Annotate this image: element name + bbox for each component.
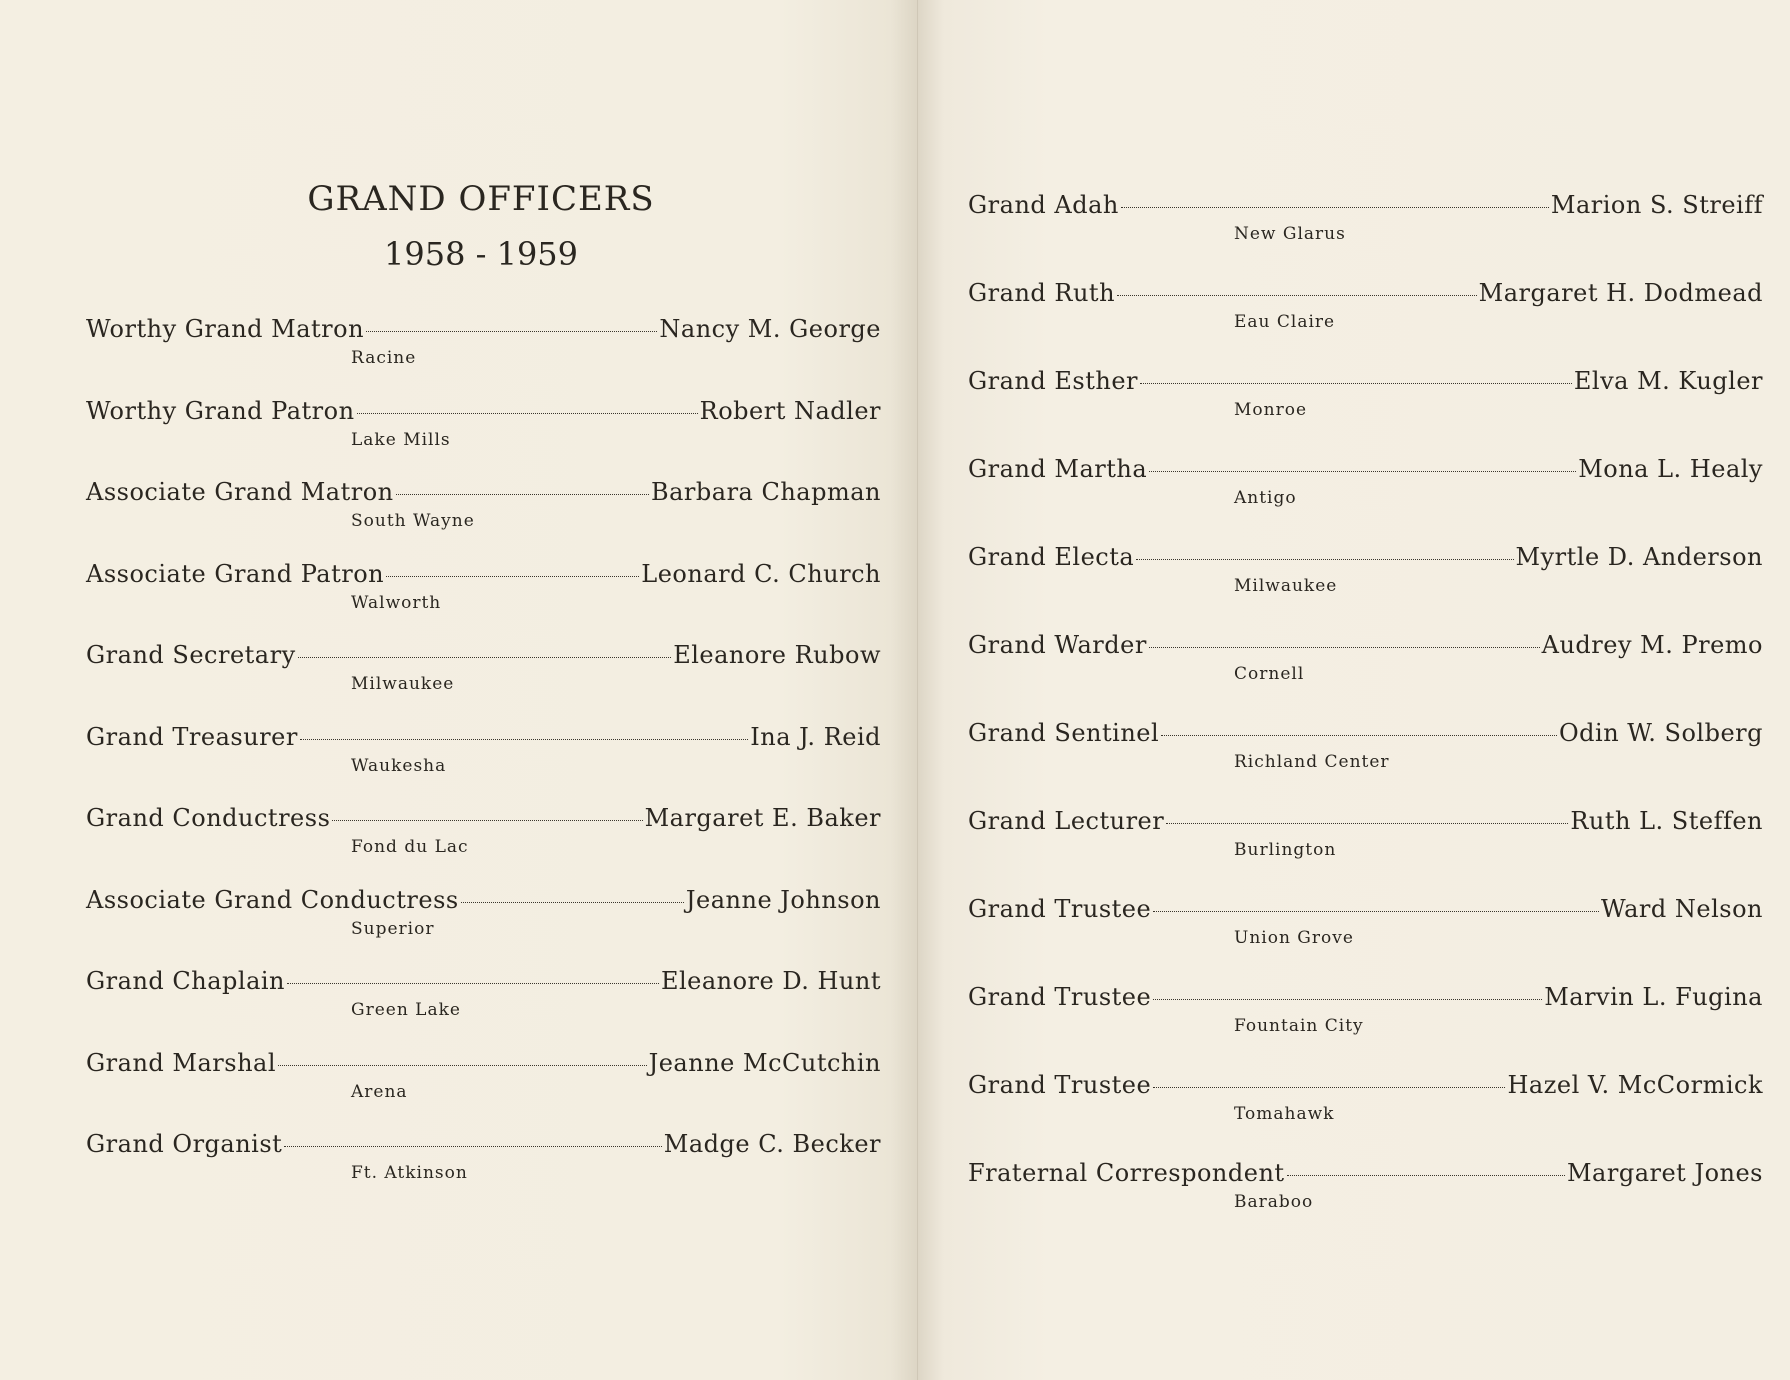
officer-entry bbox=[968, 1068, 1763, 1156]
officer-city: Ft. Atkinson bbox=[351, 1163, 468, 1183]
dot-leader bbox=[278, 1065, 647, 1066]
officer-entry bbox=[968, 188, 1763, 276]
dot-leader bbox=[1149, 647, 1540, 648]
officer-entry bbox=[968, 716, 1763, 804]
dot-leader bbox=[1121, 207, 1549, 208]
officer-entry bbox=[968, 364, 1763, 452]
officer-entry bbox=[86, 1046, 881, 1128]
officer-name: Ina J. Reid bbox=[750, 722, 881, 751]
officer-entry bbox=[86, 312, 881, 394]
office-title: Grand Warder bbox=[968, 631, 1147, 659]
office-title: Grand Conductress bbox=[86, 804, 331, 832]
dot-leader bbox=[1153, 911, 1599, 912]
officer-city: Lake Mills bbox=[351, 429, 451, 450]
officer-name: Madge C. Becker bbox=[663, 1130, 881, 1158]
officer-entry bbox=[86, 964, 881, 1046]
officer-name: Jeanne McCutchin bbox=[648, 1048, 881, 1077]
officer-entry bbox=[968, 804, 1763, 892]
dot-leader bbox=[1140, 383, 1572, 384]
dot-leader bbox=[298, 657, 672, 658]
dot-leader bbox=[357, 413, 698, 414]
office-title: Grand Trustee bbox=[968, 1071, 1152, 1099]
officer-city: Green Lake bbox=[351, 1000, 461, 1020]
dot-leader bbox=[1287, 1175, 1565, 1176]
officer-name: Eleanore Rubow bbox=[673, 641, 881, 669]
dot-leader bbox=[1166, 823, 1568, 824]
office-title: Associate Grand Conductress bbox=[86, 885, 459, 914]
office-title: Grand Ruth bbox=[968, 279, 1116, 307]
officer-city: Tomahawk bbox=[1234, 1104, 1335, 1124]
officer-name: Eleanore D. Hunt bbox=[660, 967, 881, 995]
officer-name: Ruth L. Steffen bbox=[1570, 807, 1763, 835]
office-title: Grand Adah bbox=[968, 191, 1119, 219]
officer-name: Odin W. Solberg bbox=[1559, 719, 1763, 747]
officer-city: Milwaukee bbox=[351, 674, 455, 694]
officer-city: South Wayne bbox=[351, 511, 475, 531]
dot-leader bbox=[1153, 1087, 1505, 1088]
officer-name: Elva M. Kugler bbox=[1573, 367, 1763, 395]
officer-entry bbox=[86, 801, 881, 883]
officer-city: Fountain City bbox=[1234, 1016, 1364, 1036]
officer-entry bbox=[86, 557, 881, 639]
officer-name: Marion S. Streiff bbox=[1550, 191, 1763, 219]
officer-list-left bbox=[86, 312, 881, 1209]
office-title: Grand Electa bbox=[968, 543, 1135, 571]
dot-leader bbox=[1117, 295, 1477, 296]
officer-name: Barbara Chapman bbox=[650, 478, 881, 506]
officer-entry bbox=[968, 276, 1763, 364]
office-title: Grand Chaplain bbox=[86, 967, 286, 995]
office-title: Worthy Grand Matron bbox=[86, 315, 365, 343]
office-title: Grand Treasurer bbox=[86, 722, 298, 751]
officer-city: Cornell bbox=[1234, 664, 1305, 684]
officer-city: Superior bbox=[351, 918, 435, 939]
office-title: Worthy Grand Patron bbox=[86, 396, 355, 425]
officer-name: Marvin L. Fugina bbox=[1544, 983, 1763, 1011]
officer-name: Nancy M. George bbox=[659, 315, 881, 343]
page-heading bbox=[86, 178, 876, 276]
officer-city: Baraboo bbox=[1234, 1192, 1314, 1212]
office-title: Associate Grand Patron bbox=[86, 559, 385, 588]
officer-entry bbox=[968, 628, 1763, 716]
officer-city: Fond du Lac bbox=[351, 837, 469, 857]
officer-name: Margaret E. Baker bbox=[644, 804, 881, 832]
officer-name: Myrtle D. Anderson bbox=[1515, 543, 1763, 571]
officer-entry bbox=[968, 892, 1763, 980]
officer-name: Ward Nelson bbox=[1601, 895, 1763, 923]
page-years: 1958 - 1959 bbox=[383, 235, 579, 273]
dot-leader bbox=[284, 1146, 661, 1147]
officer-entry bbox=[86, 720, 881, 802]
officer-entry bbox=[968, 980, 1763, 1068]
dot-leader bbox=[300, 739, 748, 740]
office-title: Grand Marshal bbox=[86, 1048, 277, 1077]
officer-name: Mona L. Healy bbox=[1578, 455, 1763, 483]
officer-entry bbox=[968, 1156, 1763, 1244]
officer-city: New Glarus bbox=[1234, 224, 1346, 244]
officer-city: Eau Claire bbox=[1234, 312, 1336, 332]
officer-city: Richland Center bbox=[1234, 752, 1390, 772]
office-title: Grand Secretary bbox=[86, 641, 296, 669]
officer-name: Jeanne Johnson bbox=[685, 885, 881, 914]
office-title: Fraternal Correspondent bbox=[968, 1159, 1285, 1187]
dot-leader bbox=[332, 820, 642, 821]
officer-entry bbox=[86, 883, 881, 965]
officer-city: Union Grove bbox=[1234, 928, 1354, 948]
office-title: Grand Esther bbox=[968, 367, 1139, 395]
officer-entry bbox=[86, 475, 881, 557]
officer-name: Margaret H. Dodmead bbox=[1478, 279, 1763, 307]
dot-leader bbox=[461, 902, 684, 903]
officer-list-right bbox=[968, 188, 1763, 1244]
office-title: Grand Sentinel bbox=[968, 719, 1160, 747]
dot-leader bbox=[1153, 999, 1542, 1000]
dot-leader bbox=[396, 494, 649, 495]
dot-leader bbox=[1149, 471, 1576, 472]
officer-name: Leonard C. Church bbox=[641, 559, 881, 588]
office-title: Grand Martha bbox=[968, 455, 1148, 483]
officer-entry bbox=[968, 540, 1763, 628]
officer-name: Hazel V. McCormick bbox=[1507, 1071, 1763, 1099]
right-page bbox=[918, 0, 1790, 1380]
dot-leader bbox=[366, 331, 657, 332]
dot-leader bbox=[386, 576, 639, 577]
page-title: GRAND OFFICERS bbox=[307, 179, 655, 219]
officer-entry bbox=[86, 1127, 881, 1209]
officer-entry bbox=[968, 452, 1763, 540]
office-title: Associate Grand Matron bbox=[86, 478, 394, 506]
office-title: Grand Trustee bbox=[968, 895, 1152, 923]
officer-city: Monroe bbox=[1234, 400, 1308, 420]
dot-leader bbox=[1161, 735, 1557, 736]
officer-city: Walworth bbox=[351, 592, 442, 613]
dot-leader bbox=[1136, 559, 1513, 560]
officer-city: Antigo bbox=[1234, 488, 1297, 508]
officer-city: Arena bbox=[351, 1081, 408, 1102]
office-title: Grand Organist bbox=[86, 1130, 283, 1158]
officer-city: Burlington bbox=[1234, 840, 1337, 860]
officer-name: Robert Nadler bbox=[699, 396, 881, 425]
office-title: Grand Lecturer bbox=[968, 807, 1165, 835]
officer-name: Audrey M. Premo bbox=[1541, 631, 1763, 659]
officer-city: Racine bbox=[351, 348, 417, 368]
officer-name: Margaret Jones bbox=[1566, 1159, 1763, 1187]
dot-leader bbox=[287, 983, 659, 984]
officer-city: Milwaukee bbox=[1234, 576, 1338, 596]
officer-city: Waukesha bbox=[351, 755, 447, 776]
officer-entry bbox=[86, 638, 881, 720]
office-title: Grand Trustee bbox=[968, 983, 1152, 1011]
officer-entry bbox=[86, 394, 881, 476]
